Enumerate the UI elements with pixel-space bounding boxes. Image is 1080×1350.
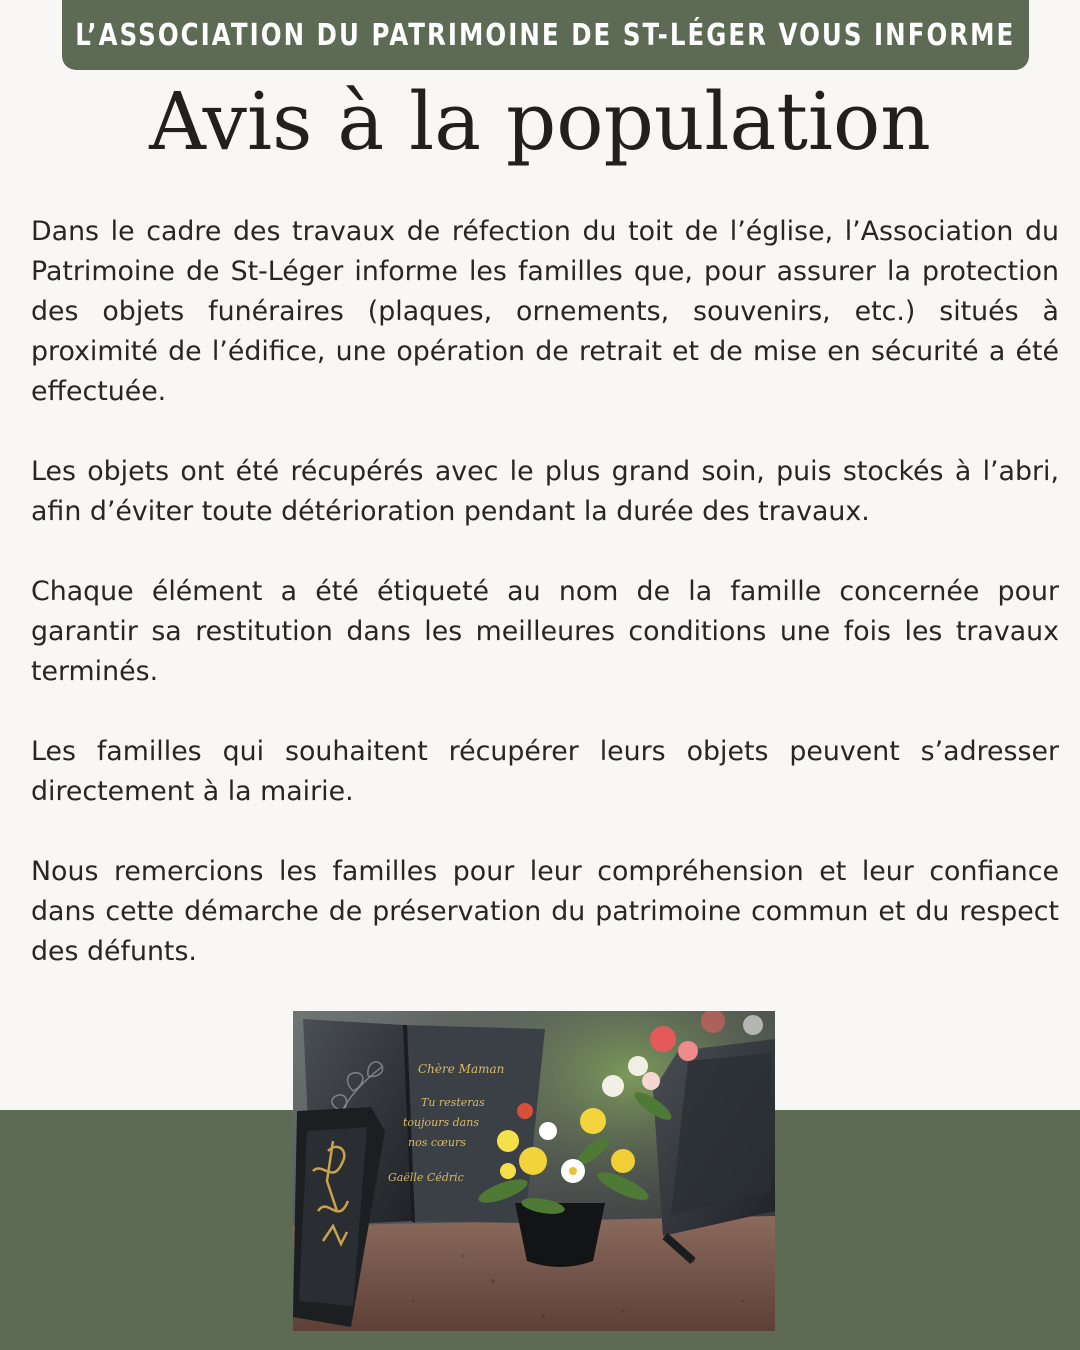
- paragraph: Nous remercions les familles pour leur compréhension et leur confiance dans cette démarche de préservation du patrimoine commun et du respect des défunts.: [31, 856, 1059, 967]
- paragraph: Les objets ont été récupérés avec le plus grand soin, puis stockés à l’abri, afin d’éviter toute détérioration pendant la durée des travaux.: [31, 456, 1059, 527]
- svg-text:Chère Maman: Chère Maman: [418, 1062, 505, 1076]
- header-banner: [62, 0, 1029, 70]
- svg-text:toujours dans: toujours dans: [403, 1116, 479, 1129]
- paragraph: Les familles qui souhaitent récupérer leurs objets peuvent s’adresser directement à la mairie.: [31, 736, 1059, 807]
- memorial-plaques-photo: [293, 1011, 775, 1331]
- svg-text:Tu resteras: Tu resteras: [421, 1096, 485, 1109]
- page-title: Avis à la population: [149, 75, 931, 168]
- paragraph: Chaque élément a été étiqueté au nom de la famille concernée pour garantir sa restitution dans les meilleures conditions une fois les travaux terminés.: [31, 576, 1059, 687]
- paragraph: Dans le cadre des travaux de réfection du toit de l’église, l’Association du Patrimoine de St-Léger informe les familles que, pour assurer la protection des objets funéraires (plaques, ornements, souvenirs, etc.) situés à proximité de l’édifice, une opération de retrait et de mise en sécurité a été effectuée.: [31, 216, 1059, 407]
- banner-text: L’ASSOCIATION DU PATRIMOINE DE ST-LÉGER VOUS INFORME: [75, 17, 1016, 53]
- svg-text:Gaëlle Cédric: Gaëlle Cédric: [388, 1171, 464, 1184]
- svg-text:nos cœurs: nos cœurs: [408, 1136, 466, 1149]
- notice-body: [31, 212, 1059, 972]
